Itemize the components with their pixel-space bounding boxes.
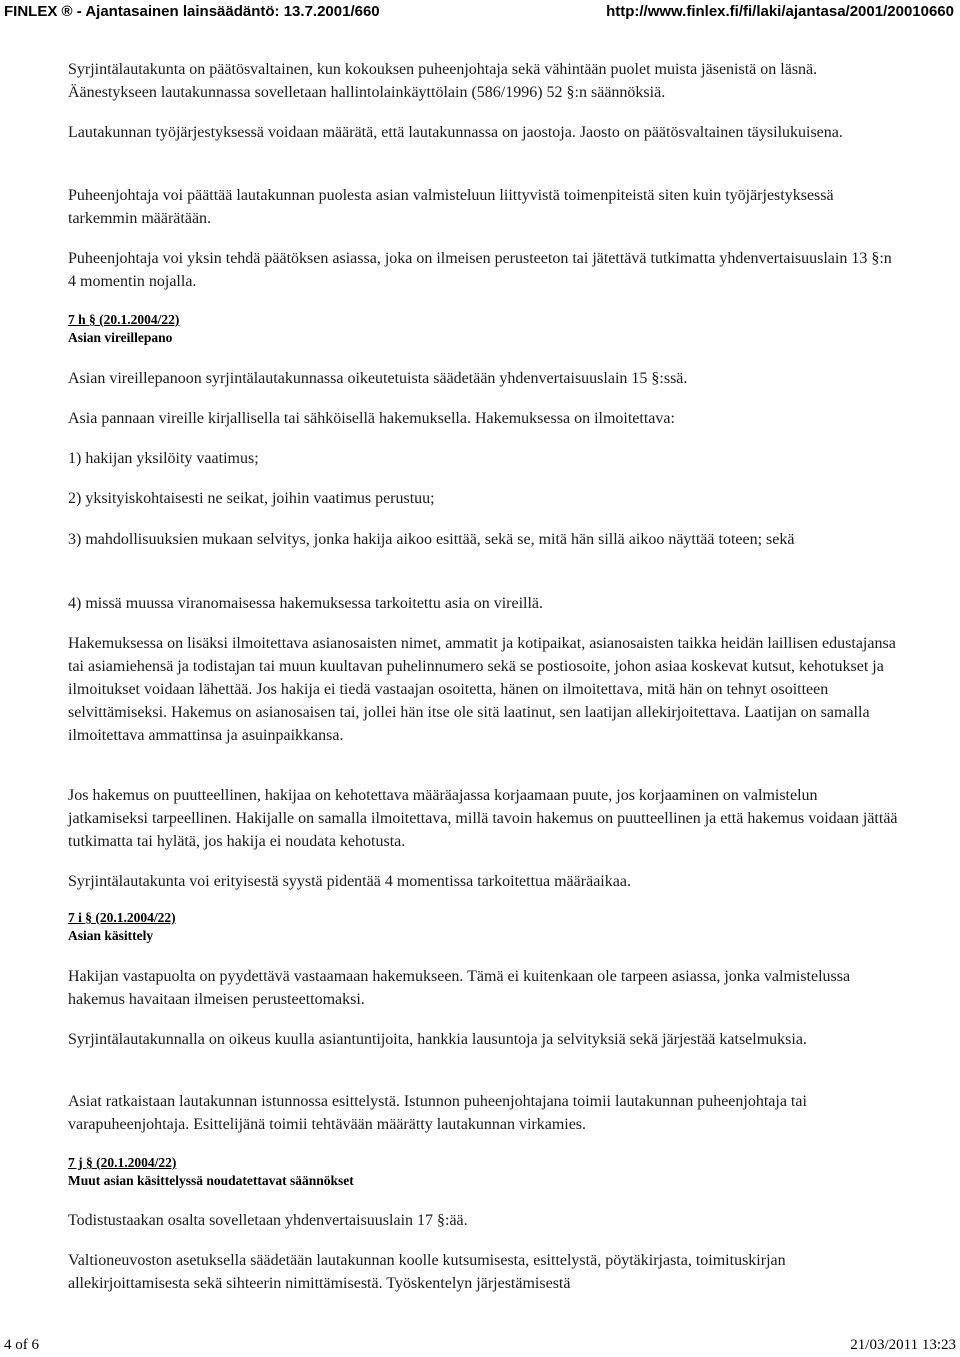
header-title: FINLEX ® - Ajantasainen lainsäädäntö: 13.7.2001/660	[4, 3, 380, 20]
paragraph: Todistustaakan osalta sovelletaan yhdenvertaisuuslain 17 §:ää.	[68, 1212, 468, 1229]
paragraph: Puheenjohtaja voi päättää lautakunnan puolesta asian valmisteluun liittyvistä toimenpiteistä siten kuin työjärjestyksessä tarkemmin määrätään.	[68, 187, 834, 227]
paragraph: Puheenjohtaja voi yksin tehdä päätöksen asiassa, joka on ilmeisen perusteeton tai jätettävä tutkimatta yhdenvertaisuuslain 13 §:n 4 momentin nojalla.	[68, 250, 892, 290]
section-title: Asian vireillepano	[68, 330, 173, 345]
section-number[interactable]: 7 j § (20.1.2004/22)	[68, 1155, 177, 1170]
list-item: 3) mahdollisuuksien mukaan selvitys, jonka hakija aikoo esittää, sekä se, mitä hän sillä aikoo näyttää toteen; sekä	[68, 531, 795, 548]
section-heading-7i	[68, 909, 898, 945]
paragraph: Hakemuksessa on lisäksi ilmoitettava asianosaisten nimet, ammatit ja kotipaikat, asianosaisten taikka heidän laillisen edustajansa tai asiamiehensä ja todistajan tai muun kuultavan puhelinnumero sekä se postiosoite, johon asiaa koskevat kutsut, kehotukset ja ilmoitukset voidaan lähettää. Jos hakija ei tiedä vastaajan osoitetta, hänen on ilmoitettava, mitä hän on tehnyt osoitteen selvittämiseksi. Hakemus on asianosaisen tai, jollei hän itse ole sitä laatinut, sen laatijan allekirjoitettava. Laatijan on samalla ilmoitettava ammattinsa ja asuinpaikkansa.	[68, 635, 896, 744]
section-heading-7j	[68, 1154, 898, 1190]
header-url: http://www.finlex.fi/fi/laki/ajantasa/2001/20010660	[606, 3, 954, 20]
list-item: 2) yksityiskohtaisesti ne seikat, joihin vaatimus perustuu;	[68, 490, 435, 507]
paragraph: Hakijan vastapuolta on pyydettävä vastaamaan hakemukseen. Tämä ei kuitenkaan ole tarpeen asiassa, jonka valmistelussa hakemus havaitaan ilmeisen perusteettomaksi.	[68, 968, 851, 1008]
paragraph: Syrjintälautakunta voi erityisestä syystä pidentää 4 momentissa tarkoitettua määräaikaa.	[68, 873, 631, 890]
section-number[interactable]: 7 i § (20.1.2004/22)	[68, 910, 176, 925]
paragraph: Syrjintälautakunta on päätösvaltainen, kun kokouksen puheenjohtaja sekä vähintään puolet muista jäsenistä on läsnä. Äänestykseen lautakunnassa sovelletaan hallintolainkäyttölain (586/1996) 52 §:n säännöksiä.	[68, 61, 818, 101]
paragraph: Syrjintälautakunnalla on oikeus kuulla asiantuntijoita, hankkia lausuntoja ja selvityksiä sekä järjestää katselmuksia.	[68, 1031, 807, 1048]
print-footer	[0, 1337, 960, 1357]
paragraph: Lautakunnan työjärjestyksessä voidaan määrätä, että lautakunnassa on jaostoja. Jaosto on päätösvaltainen täysilukuisena.	[68, 124, 843, 141]
section-title: Asian käsittely	[68, 928, 154, 943]
paragraph: Jos hakemus on puutteellinen, hakijaa on kehotettava määräajassa korjaamaan puute, jos korjaaminen on valmistelun jatkamiseksi tarpeellinen. Hakijalle on samalla ilmoitettava, millä tavoin hakemus on puutteellinen ja että hakemus voidaan jättää tutkimatta tai hylätä, jos hakija ei noudata kehotusta.	[68, 787, 898, 850]
print-header	[0, 0, 960, 24]
paragraph: Asian vireillepanoon syrjintälautakunnassa oikeutetuista säädetään yhdenvertaisuuslain 15 §:ssä.	[68, 370, 688, 387]
list-item: 4) missä muussa viranomaisessa hakemuksessa tarkoitettu asia on vireillä.	[68, 595, 543, 612]
paragraph: Asia pannaan vireille kirjallisella tai sähköisellä hakemuksella. Hakemuksessa on ilmoitettava:	[68, 410, 675, 427]
print-timestamp: 21/03/2011 13:23	[850, 1337, 956, 1353]
section-heading-7h	[68, 311, 898, 347]
paragraph: Valtioneuvoston asetuksella säädetään lautakunnan koolle kutsumisesta, esittelystä, pöytäkirjasta, toimituskirjan allekirjoittamisesta sekä sihteerin nimittämisestä. Työskentelyn järjestämisestä	[68, 1252, 786, 1292]
section-number[interactable]: 7 h § (20.1.2004/22)	[68, 312, 180, 327]
paragraph: Asiat ratkaistaan lautakunnan istunnossa esittelystä. Istunnon puheenjohtajana toimii lautakunnan puheenjohtaja tai varapuheenjohtaja. Esittelijänä toimii tehtävään määrätty lautakunnan virkamies.	[68, 1093, 807, 1133]
list-item: 1) hakijan yksilöity vaatimus;	[68, 450, 259, 467]
page-number: 4 of 6	[4, 1337, 39, 1353]
section-title: Muut asian käsittelyssä noudatettavat säännökset	[68, 1173, 354, 1188]
